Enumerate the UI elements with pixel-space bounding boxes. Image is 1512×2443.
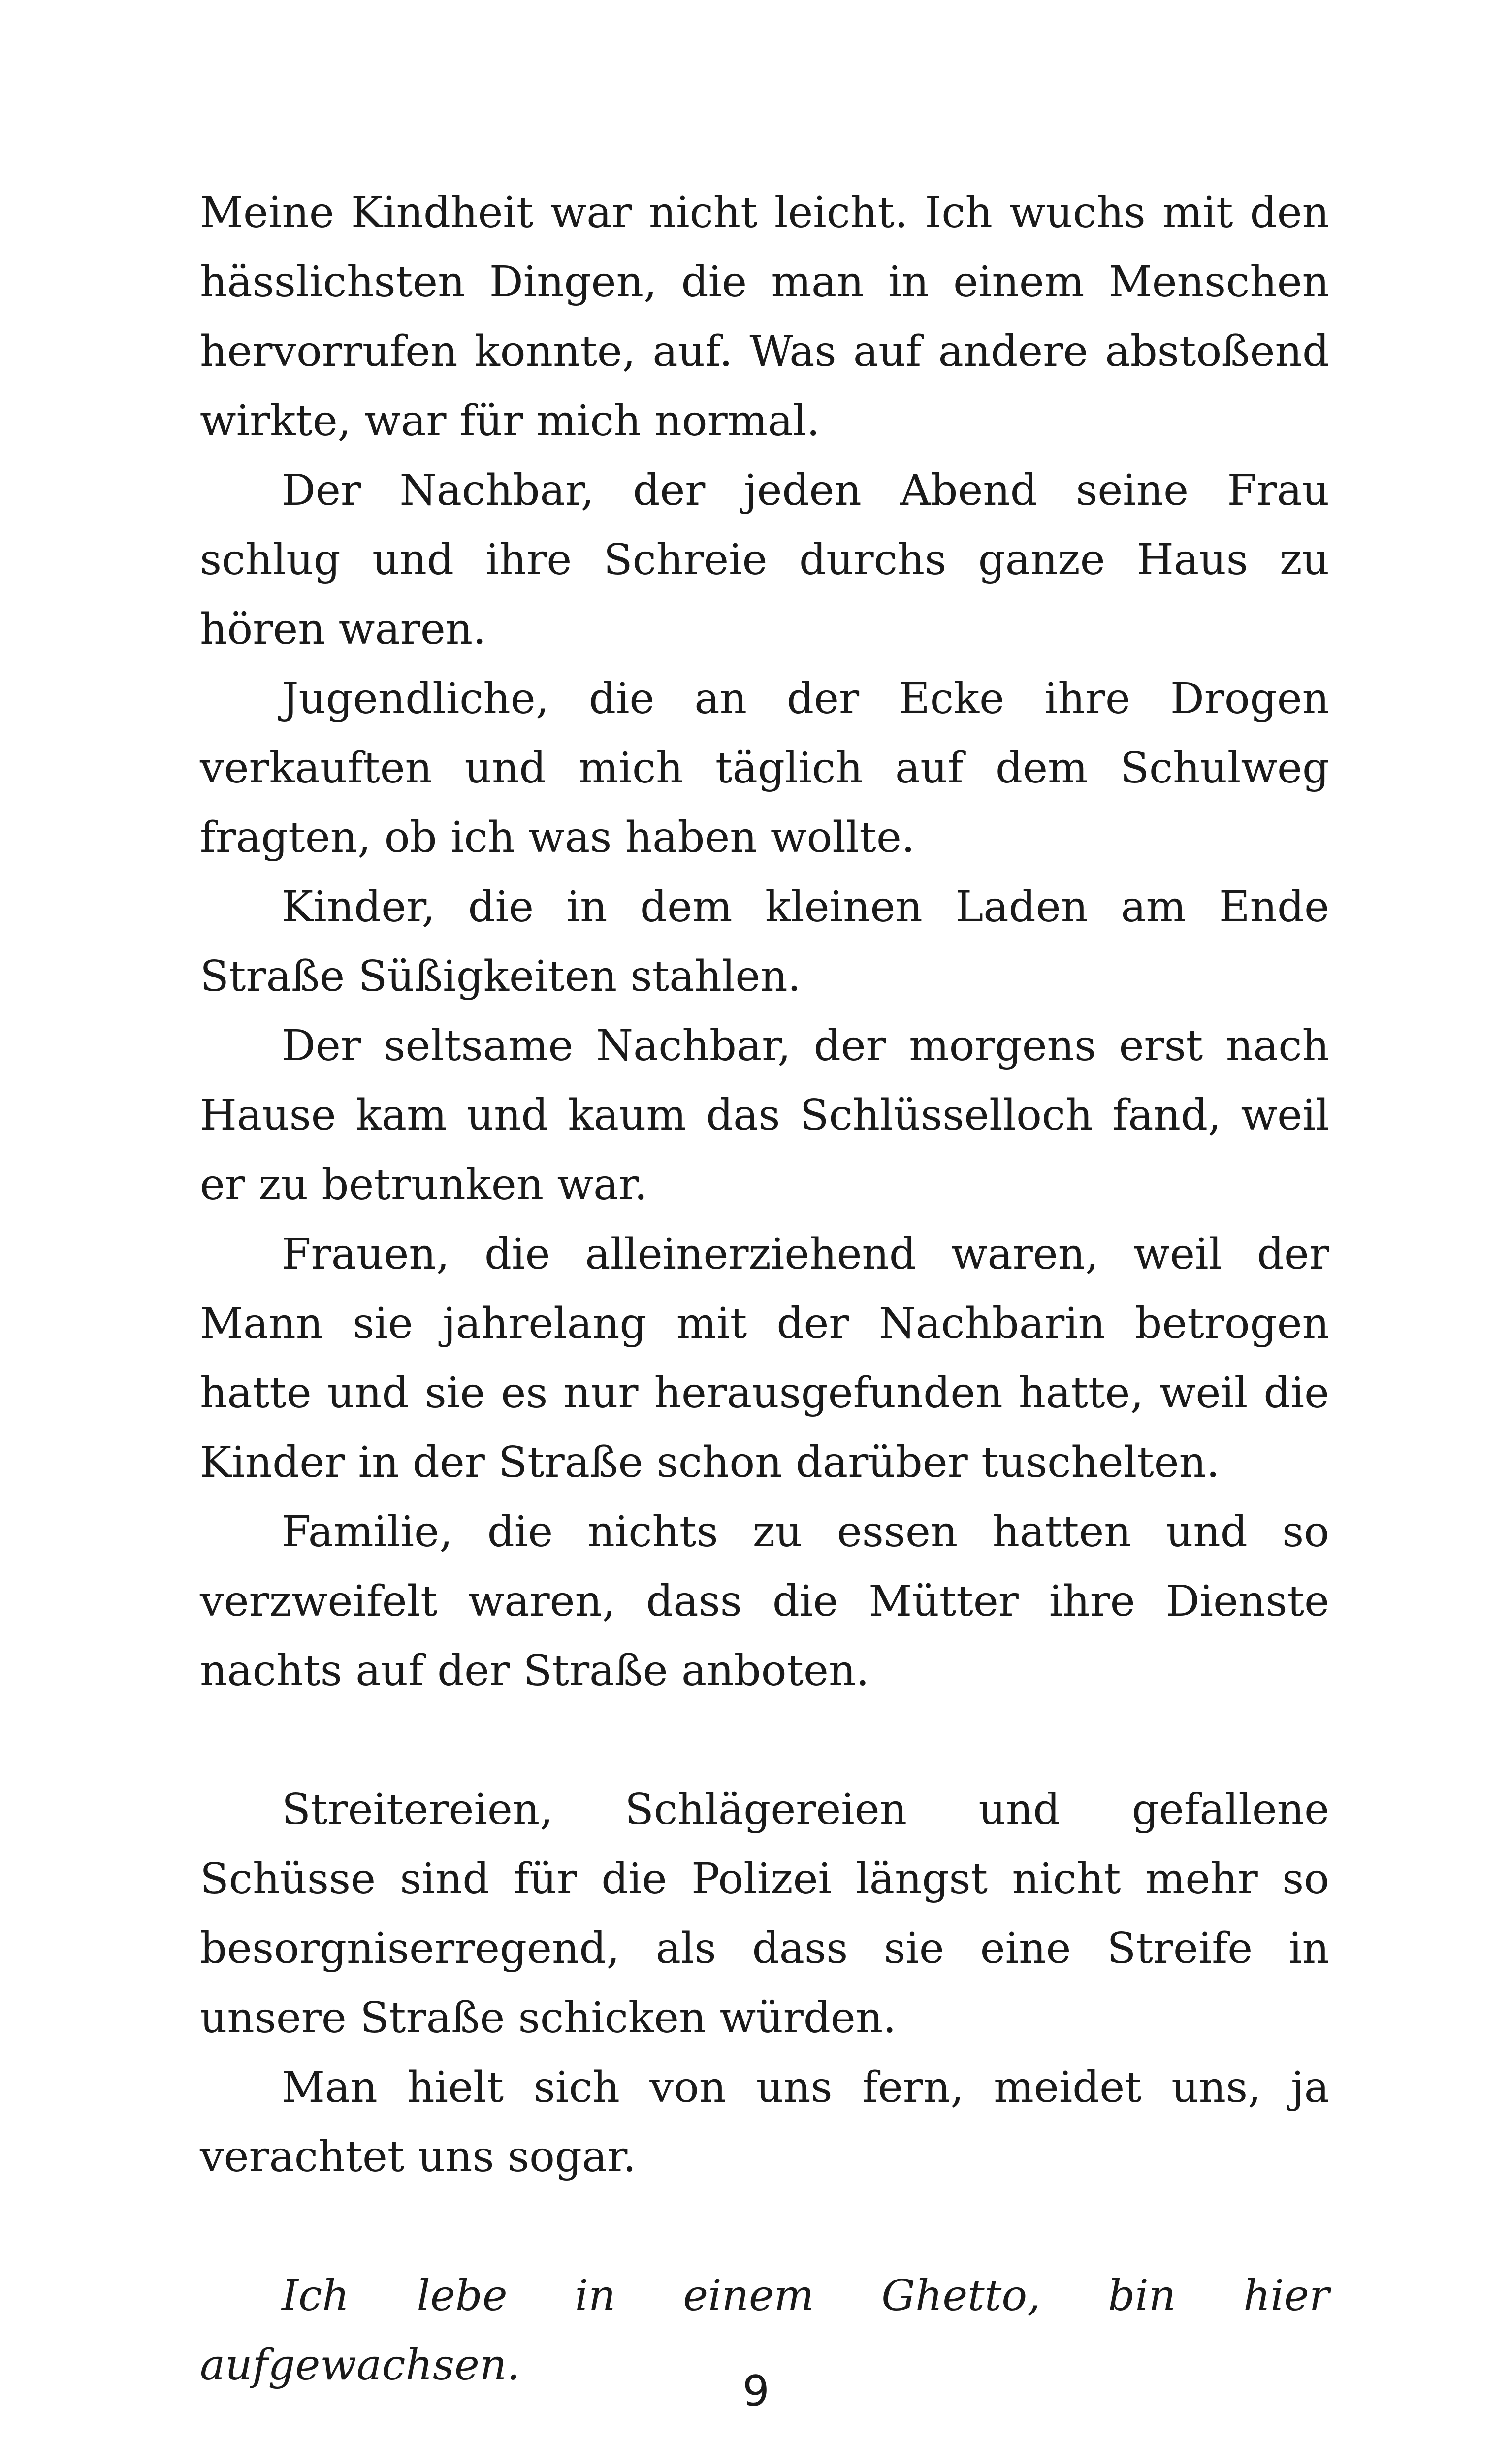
paragraph-8: Streitereien, Schlägereien und gefallene Schüsse sind für die Polizei längst nicht mehr so besorgniserregend, als dass sie eine Streife in unsere Straße schicken würden. <box>200 1785 1329 2043</box>
closing-line: Ich lebe in einem Ghetto, bin hier aufgewachsen. <box>200 2271 1329 2390</box>
section-break <box>200 2192 1329 2261</box>
body-text <box>200 178 1329 2400</box>
page-number: 9 <box>742 2367 770 2416</box>
section-break <box>200 1706 1329 1775</box>
paragraph-1: Meine Kindheit war nicht leicht. Ich wuchs mit den hässlichsten Dingen, die man in einem Menschen hervorrufen konnte, auf. Was auf andere abstoßend wirkte, war für mich normal. <box>200 188 1329 446</box>
paragraph-4: Kinder, die in dem kleinen Laden am Ende Straße Süßigkeiten stahlen. <box>200 882 1329 1001</box>
paragraph-3: Jugendliche, die an der Ecke ihre Drogen verkauften und mich täglich auf dem Schulweg fragten, ob ich was haben wollte. <box>200 674 1329 862</box>
paragraph-2: Der Nachbar, der jeden Abend seine Frau schlug und ihre Schreie durchs ganze Haus zu hören waren. <box>200 466 1329 654</box>
paragraph-6: Frauen, die alleinerziehend waren, weil der Mann sie jahrelang mit der Nachbarin betrogen hatte und sie es nur herausgefunden hatte, weil die Kinder in der Straße schon darüber tuschelten. <box>200 1230 1329 1487</box>
paragraph-7: Familie, die nichts zu essen hatten und so verzweifelt waren, dass die Mütter ihre Dienste nachts auf der Straße anboten. <box>200 1507 1329 1695</box>
paragraph-5: Der seltsame Nachbar, der morgens erst nach Hause kam und kaum das Schlüsselloch fand, weil er zu betrunken war. <box>200 1021 1329 1209</box>
paragraph-9: Man hielt sich von uns fern, meidet uns, ja verachtet uns sogar. <box>200 2063 1329 2182</box>
